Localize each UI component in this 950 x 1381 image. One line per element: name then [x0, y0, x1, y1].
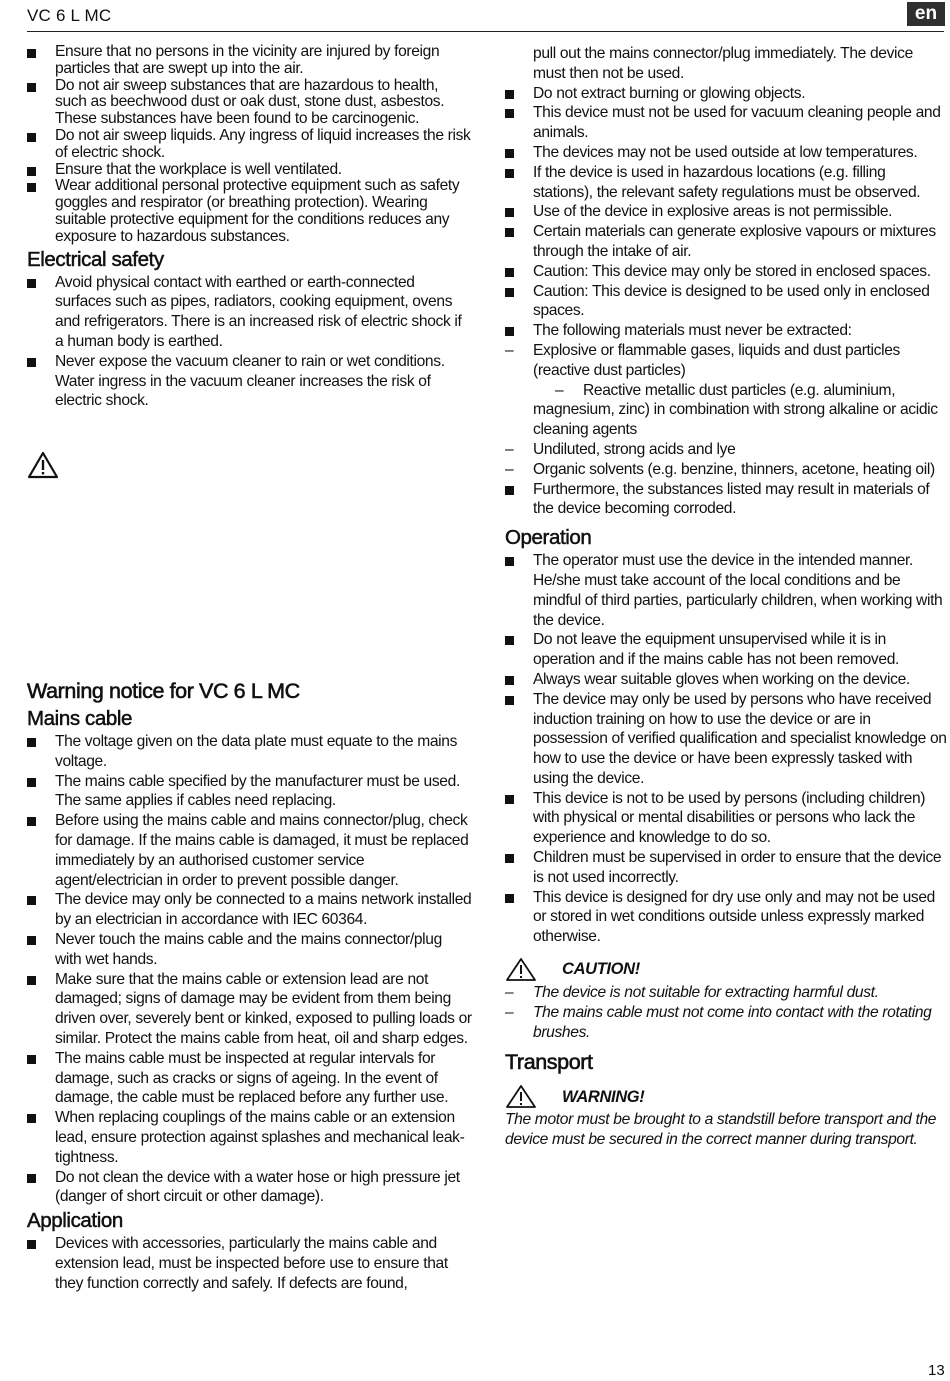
left-column [27, 44, 472, 411]
warning-heading [505, 1084, 948, 1110]
header-rule [27, 31, 944, 32]
list-item: If the device is used in hazardous locations (e.g. filling stations), the relevant safety regulations must be observed. [505, 163, 948, 203]
list-item: Never expose the vacuum cleaner to rain or wet conditions. Water ingress in the vacuum cleaner increases the risk of electric shock. [27, 352, 472, 411]
list-item: The mains cable specified by the manufacturer must be used. The same applies if cables need replacing. [27, 772, 472, 812]
section-heading-mains-cable: Mains cable [27, 707, 132, 730]
caution-label: CAUTION! [562, 960, 640, 979]
list-item: Do not air sweep substances that are hazardous to health, such as beechwood dust or oak dust, stone dust, asbestos. These substances have been found to be carcinogenic. [27, 78, 472, 128]
list-item: The device may only be used by persons who have received induction training on how to use the device or are in possession of verified qualification and specialist knowledge on how to use the device or have been expressly tasked with using the device. [505, 690, 948, 789]
warning-notice-block [27, 677, 472, 1294]
list-item: This device must not be used for vacuum cleaning people and animals. [505, 103, 948, 143]
continued-text: pull out the mains connector/plug immediately. The device must then not be used. [533, 45, 913, 82]
dash-item: – Explosive or flammable gases, liquids and dust particles (reactive dust particles) [505, 341, 948, 381]
list-item: Ensure that no persons in the vicinity are injured by foreign particles that are swept up into the air. [27, 44, 472, 78]
dash-item: – Undiluted, strong acids and lye [505, 440, 948, 460]
list-item: Children must be supervised in order to ensure that the device is not used incorrectly. [505, 848, 948, 888]
dash-item: – Reactive metallic dust particles (e.g. aluminium, magnesium, zinc) in combination with strong alkaline or acidic cleaning agents [505, 381, 948, 440]
list-item: Caution: This device may only be stored in enclosed spaces. [505, 262, 948, 282]
right-column [505, 44, 948, 1150]
list-item: The devices may not be used outside at low temperatures. [505, 143, 948, 163]
list-item: Make sure that the mains cable or extension lead are not damaged; signs of damage may be evident from them being driven over, severely bent or kinked, exposed to pulling loads or similar. Protect the mains cable from heat, oil and sharp edges. [27, 970, 472, 1049]
list-item: The operator must use the device in the intended manner. He/she must take account of the local conditions and be mindful of third parties, particularly children, when working with the device. [505, 551, 948, 630]
list-item: The mains cable must be inspected at regular intervals for damage, such as cracks or signs of ageing. In the event of damage, the cable must be replaced before any further use. [27, 1049, 472, 1108]
list-item: The following materials must never be extracted: [505, 321, 948, 341]
list-item: Always wear suitable gloves when working on the device. [505, 670, 948, 690]
list-item: Furthermore, the substances listed may result in materials of the device becoming corroded. [505, 480, 948, 520]
caution-heading [505, 957, 948, 983]
warning-label: WARNING! [562, 1087, 645, 1106]
list-item: Do not air sweep liquids. Any ingress of liquid increases the risk of electric shock. [27, 128, 472, 162]
warning-triangle-icon [27, 451, 59, 479]
section-heading-warning-notice: Warning notice for VC 6 L MC [27, 679, 300, 703]
language-badge: en [907, 2, 945, 26]
list-item: The device may only be connected to a mains network installed by an electrician in accordance with IEC 60364. [27, 890, 472, 930]
list-item: Do not clean the device with a water hose or high pressure jet (danger of short circuit or other damage). [27, 1168, 472, 1208]
section-heading-transport: Transport [505, 1050, 593, 1075]
section-heading-application: Application [27, 1209, 123, 1233]
list-item: Certain materials can generate explosive vapours or mixtures through the intake of air. [505, 222, 948, 262]
list-item: Do not extract burning or glowing objects. [505, 84, 948, 104]
dash-item: – The mains cable must not come into contact with the rotating brushes. [505, 1003, 948, 1043]
warning-triangle-icon [505, 1085, 537, 1109]
list-item: Avoid physical contact with earthed or earth-connected surfaces such as pipes, radiators, cooking equipment, ovens and refrigerators. There is an increased risk of electric shock if a human body is earthed. [27, 273, 472, 352]
list-item: Use of the device in explosive areas is not permissible. [505, 202, 948, 222]
page-number: 13 [928, 1362, 945, 1379]
section-heading-electrical-safety: Electrical safety [27, 247, 164, 271]
list-item: Do not leave the equipment unsupervised while it is in operation and if the mains cable has not been removed. [505, 630, 948, 670]
warning-triangle-icon [505, 958, 537, 982]
transport-text: The motor must be brought to a standstill before transport and the device must be secured in the correct manner during transport. [505, 1111, 937, 1149]
list-item: Never touch the mains cable and the mains connector/plug with wet hands. [27, 930, 472, 970]
section-heading-operation: Operation [505, 526, 592, 550]
list-item: When replacing couplings of the mains cable or an extension lead, ensure protection against splashes and mechanical leak-tightness. [27, 1108, 472, 1167]
dash-item: – Organic solvents (e.g. benzine, thinners, acetone, heating oil) [505, 460, 948, 480]
document-title: VC 6 L MC [27, 6, 112, 25]
list-item: Before using the mains cable and mains connector/plug, check for damage. If the mains cable is damaged, it must be replaced immediately by an authorised customer service agent/electrician in order to prevent possible danger. [27, 811, 472, 890]
list-item: The voltage given on the data plate must equate to the mains voltage. [27, 732, 472, 772]
dash-item: – The device is not suitable for extracting harmful dust. [505, 983, 948, 1003]
list-item: This device is designed for dry use only and may not be used or stored in wet conditions outside unless expressly marked otherwise. [505, 888, 948, 947]
list-item: Wear additional personal protective equipment such as safety goggles and respirator (or breathing protection). Wearing suitable protective equipment for the conditions reduces any exposure to hazardous substances. [27, 178, 472, 245]
list-item: Devices with accessories, particularly the mains cable and extension lead, must be inspected before use to ensure that they function correctly and safely. If defects are found, [27, 1234, 472, 1293]
list-item: Caution: This device is designed to be used only in enclosed spaces. [505, 282, 948, 322]
list-item: Ensure that the workplace is well ventilated. [27, 162, 472, 179]
list-item: This device is not to be used by persons (including children) with physical or mental disabilities or persons who lack the experience and knowledge to do so. [505, 789, 948, 848]
